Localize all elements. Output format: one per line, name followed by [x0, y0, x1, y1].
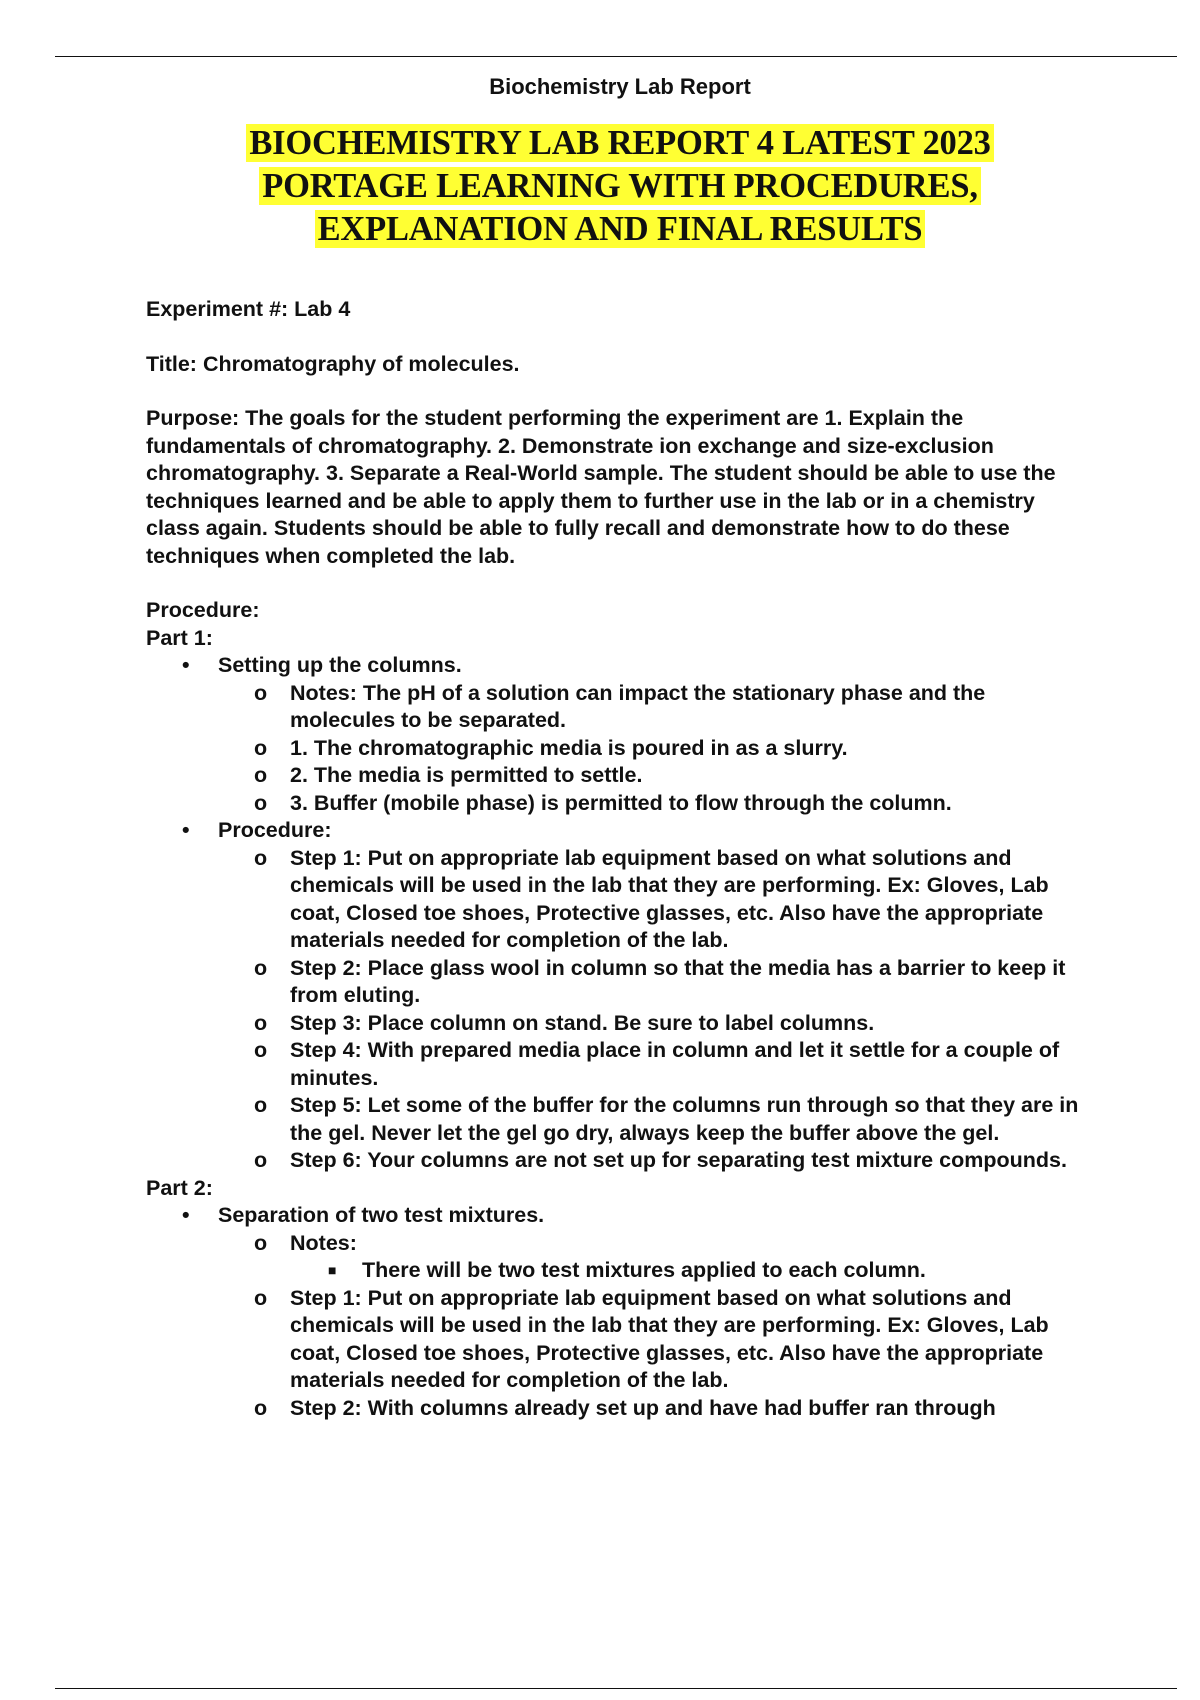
- circle-bullet-icon: o: [254, 735, 268, 760]
- separation-label: Separation of two test mixtures.: [218, 1203, 545, 1227]
- bullet-icon: •: [182, 818, 190, 842]
- list-item: o Step 2: Place glass wool in column so that the media has a barrier to keep it from eluting.: [254, 955, 1066, 1007]
- notes-sublist: [290, 1257, 1081, 1285]
- circle-bullet-icon: o: [254, 1148, 268, 1172]
- experiment-title: Title: Chromatography of molecules.: [146, 351, 520, 376]
- list-item: o 2. The media is permitted to settle.: [218, 762, 1081, 790]
- list-item: o Step 2: With columns already set up and have had buffer ran through: [218, 1395, 1081, 1423]
- running-header: Biochemistry Lab Report: [489, 74, 751, 99]
- circle-bullet-icon: o: [254, 680, 268, 705]
- title-line-3: EXPLANATION AND FINAL RESULTS: [315, 210, 926, 248]
- part-1-steps: [218, 845, 1081, 1175]
- circle-bullet-icon: o: [254, 1010, 268, 1035]
- circle-bullet-icon: o: [254, 955, 268, 980]
- purpose-paragraph: Purpose: The goals for the student performing the experiment are 1. Explain the fundamentals of chromatography. 2. Demonstrate ion exchange and size-exclusion chromatography. 3. Separate a Real-World sample. The student should be able to use the techniques learned and be able to apply them to further use in the lab or in a chemistry class again. Students should be able to fully recall and demonstrate how to do these techniques when completed the lab.: [146, 406, 1056, 568]
- list-item: [146, 817, 1081, 1175]
- circle-bullet-icon: o: [254, 763, 268, 787]
- setup-columns-label: Setting up the columns.: [218, 653, 462, 677]
- list-item: o Notes: The pH of a solution can impact the stationary phase and the molecules to be separated.: [254, 680, 986, 732]
- circle-bullet-icon: o: [254, 845, 268, 870]
- page-title: [0, 122, 1200, 251]
- circle-bullet-icon: o: [254, 790, 268, 815]
- procedure-heading: Procedure:: [146, 598, 260, 622]
- circle-bullet-icon: o: [254, 1230, 268, 1255]
- bottom-rule: [55, 1688, 1177, 1689]
- list-item: ■ There will be two test mixtures applied to each column.: [290, 1257, 1081, 1285]
- list-item: o Notes: ■ There will be two test mixtures applied to each column.: [218, 1230, 1081, 1285]
- circle-bullet-icon: o: [254, 1038, 268, 1062]
- part-1-list: [146, 652, 1081, 1175]
- report-body: [146, 296, 1081, 1422]
- title-line-1: BIOCHEMISTRY LAB REPORT 4 LATEST 2023: [246, 124, 993, 162]
- list-item: o Step 3: Place column on stand. Be sure to label columns.: [218, 1010, 1081, 1038]
- setup-sublist: [218, 680, 1081, 818]
- square-bullet-icon: ■: [328, 1262, 337, 1278]
- top-rule: [55, 56, 1177, 57]
- list-item: o Step 6: Your columns are not set up for separating test mixture compounds.: [218, 1147, 1081, 1175]
- bullet-icon: •: [182, 653, 190, 677]
- part-2-steps: [218, 1230, 1081, 1423]
- part-2-list: [146, 1202, 1081, 1422]
- part-2-heading: Part 2:: [146, 1175, 213, 1200]
- list-item: o 3. Buffer (mobile phase) is permitted to flow through the column.: [218, 790, 1081, 818]
- circle-bullet-icon: o: [254, 1093, 268, 1117]
- circle-bullet-icon: o: [254, 1285, 268, 1310]
- list-item: [146, 1202, 1081, 1422]
- list-item: o Step 5: Let some of the buffer for the columns run through so that they are in the gel. Never let the gel go dry, always keep the buffer above the gel.: [254, 1093, 1079, 1145]
- list-item: o 1. The chromatographic media is poured in as a slurry.: [218, 735, 1081, 763]
- bullet-icon: •: [182, 1203, 190, 1227]
- list-item: [146, 652, 1081, 817]
- list-item: o Step 4: With prepared media place in column and let it settle for a couple of minutes.: [254, 1038, 1060, 1090]
- list-item: o Step 1: Put on appropriate lab equipment based on what solutions and chemicals will be used in the lab that they are performing. Ex: Gloves, Lab coat, Closed toe shoes, Protective glasses, etc. Also have the appropriate materials needed for completion of the lab.: [254, 845, 1049, 952]
- procedure-sublabel: Procedure:: [218, 818, 332, 842]
- list-item: o Step 1: Put on appropriate lab equipment based on what solutions and chemicals will be used in the lab that they are performing. Ex: Gloves, Lab coat, Closed toe shoes, Protective glasses, etc. Also have the appropriate materials needed for completion of the lab.: [254, 1285, 1049, 1392]
- title-line-2: PORTAGE LEARNING WITH PROCEDURES,: [259, 167, 981, 205]
- experiment-number: Experiment #: Lab 4: [146, 297, 351, 321]
- circle-bullet-icon: o: [254, 1395, 268, 1420]
- part-1-heading: Part 1:: [146, 625, 213, 650]
